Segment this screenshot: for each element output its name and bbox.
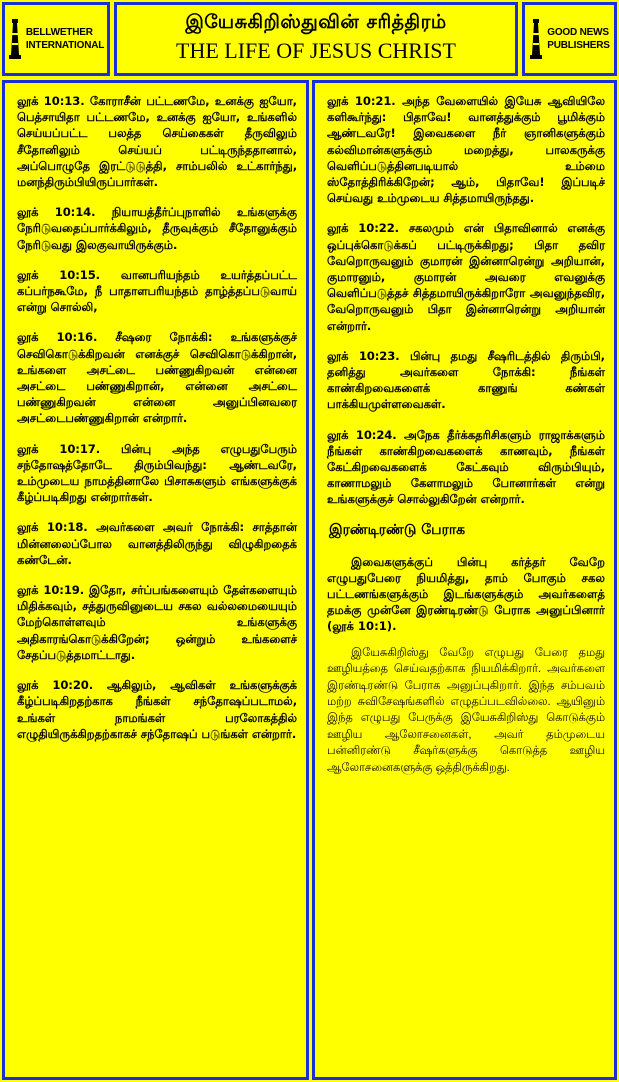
verse: லூக் 10:23. பின்பு தமது சீஷரிடத்தில் திரும்பி, தனித்து அவர்களை நோக்கி: நீங்கள் காண்கிறவைகளைக் காணுங் கண்கள் பாக்கியமுள்ளவைகள். <box>327 348 605 412</box>
verse: லூக் 10:15. வானபரியந்தம் உயர்த்தப்பட்ட கப்பர்நகூமே, நீ பாதாளபரியந்தம் தாழ்த்தப்படுவாய் என்று சொல்லி, <box>17 267 297 315</box>
logo-left-line1: BELLWETHER <box>25 27 93 38</box>
logo-bellwether <box>2 2 110 76</box>
verse: லூக் 10:13. கோராசீன் பட்டணமே, உனக்கு ஐயோ, பெத்சாயிதா பட்டணமே, உனக்கு ஐயோ, உங்களில் செய்யப்பட்ட பலத்த செய்கைகள் தீருவிலும் சீதோனிலும் செய்யப் பட்டிருந்ததானால், அப்பொழுதே இரட்டுடுத்தி, சாம்பலில் உட்கார்ந்து, மனந்திரும்பியிருப்பார்கள். <box>17 94 297 190</box>
lighthouse-icon <box>8 19 22 59</box>
section-paragraph: இவைகளுக்குப் பின்பு கர்த்தர் வேறே எழுபதுபேரை நியமித்து, தாம் போகும் சகல பட்டணங்களுக்கும் இடங்களுக்கும் அவர்களைத் தமக்கு முன்னே இரண்டிரண்டு பேராக அனுப்பினார் (லூக் 10:1). <box>327 554 605 634</box>
lighthouse-icon <box>529 19 543 59</box>
verse: லூக் 10:22. சகலமும் என் பிதாவினால் எனக்கு ஒப்புக்கொடுக்கப் பட்டிருக்கிறது; பிதா தவிர வேறொருவனும் குமாரன் இன்னாரென்று அறியான், குமாரனும், குமாரன் அவரை எவனுக்கு வெளிப்படுத்தச் சித்தமாயிருக்கிறாரோ அவனுந்தவிர, வேறொருவனும் பிதா இன்னாரென்று அறியான் என்றார். <box>327 221 605 333</box>
verse: லூக் 10:20. ஆகிலும், ஆவிகள் உங்களுக்குக் கீழ்ப்படிகிறதற்காக நீங்கள் சந்தோஷப்படாமல், உங்கள் நாமங்கள் பரலோகத்தில் எழுதியிருக்கிறதற்காகச் சந்தோஷப் படுங்கள் என்றார். <box>17 678 297 741</box>
logo-left-line2: INTERNATIONAL <box>25 40 105 51</box>
verse: லூக் 10:14. நியாயத்தீர்ப்புநாளில் உங்களுக்கு நேரிடுவதைப்பார்க்கிலும், தீருவுக்கும் சீதோனுக்கும் நேரிடுவது இலகுவாயிருக்கும். <box>17 205 297 252</box>
verse: லூக் 10:19. இதோ, சர்ப்பங்களையும் தேள்களையும் மிதிக்கவும், சத்துருவினுடைய சகல வல்லமையையும் மேற்கொள்ளவும் உங்களுக்கு அதிகாரங்கொடுக்கிறேன்; ஒன்றும் உங்களைச் சேதப்படுத்தமாட்டாது. <box>17 583 297 662</box>
commentary-paragraph: இயேசுகிறிஸ்து வேறே எழுபது பேரை தமது ஊழியத்தை செய்வதற்காக நியமிக்கிறார். அவர்களை இரண்டிரண்டு பேராக அனுப்புகிறார். இந்த சம்பவம் மற்ற சுவிசேஷங்களில் எழுதப்படவில்லை. ஆயினும் இந்த எழுபது பேருக்கு இயேசுகிறிஸ்து கொடுக்கும் ஊழிய ஆலோசனைகள், அவர் தம்முடைய பன்னிரண்டு சீஷர்களுக்கு கொடுத்த ஊழிய ஆலோசனைகளுக்கு ஒத்திருக்கிறது. <box>327 646 605 774</box>
logo-good-news <box>522 2 617 76</box>
logo-right-line1: GOOD NEWS <box>547 27 609 38</box>
verse: லூக் 10:17. பின்பு அந்த எழுபதுபேரும் சந்தோஷத்தோடே திரும்பிவந்து: ஆண்டவரே, உம்முடைய நாமத்தினாலே பிசாசுகளும் எங்களுக்குக் கீழ்ப்படிகிறது என்றார்கள். <box>17 441 297 505</box>
title-english: THE LIFE OF JESUS CHRIST <box>176 38 456 63</box>
verse: லூக் 10:16. சீஷரை நோக்கி: உங்களுக்குச் செவிகொடுக்கிறவன் எனக்குச் செவிகொடுக்கிறான், உங்களை அசட்டை பண்ணுகிறவன் என்னை அசட்டை பண்ணுகிறான், என்னை அசட்டை பண்ணுகிறவன் என்னை அனுப்பினவரை அசட்டைபண்ணுகிறான் என்றார். <box>17 330 297 426</box>
title-tamil: இயேசுகிறிஸ்துவின் சரித்திரம் <box>185 11 447 33</box>
left-column <box>2 80 309 1080</box>
title-banner <box>114 2 518 76</box>
verse: லூக் 10:18. அவர்களை அவர் நோக்கி: சாத்தான் மின்னலைப்போல வானத்திலிருந்து விழுகிறதைக் கண்டேன். <box>17 520 297 567</box>
section-heading: இரண்டிரண்டு பேராக <box>329 521 466 538</box>
right-column <box>312 80 617 1080</box>
logo-right-line2: PUBLISHERS <box>547 40 610 51</box>
verse: லூக் 10:21. அந்த வேளையில் இயேசு ஆவியிலே களிகூர்ந்து: பிதாவே! வானத்துக்கும் பூமிக்கும் ஆண்டவரே! இவைகளை நீர் ஞானிகளுக்கும் கல்விமான்களுக்கும் மறைத்து, பாலகருக்கு வெளிப்படுத்தினபடியால் உம்மை ஸ்தோத்திரிக்கிறேன்; ஆம், பிதாவே! இப்படிச் செய்வது உம்முடைய சித்தமாயிருந்தது. <box>327 94 605 206</box>
verse: லூக் 10:24. அநேக தீர்க்கதரிசிகளும் ராஜாக்களும் நீங்கள் காண்கிறவைகளைக் காணவும், நீங்கள் கேட்கிறவைகளைக் கேட்கவும் விரும்பியும், காணாமலும் கேளாமலும் போனார்கள் என்று உங்களுக்குச் சொல்லுகிறேன் என்றார். <box>327 427 605 507</box>
